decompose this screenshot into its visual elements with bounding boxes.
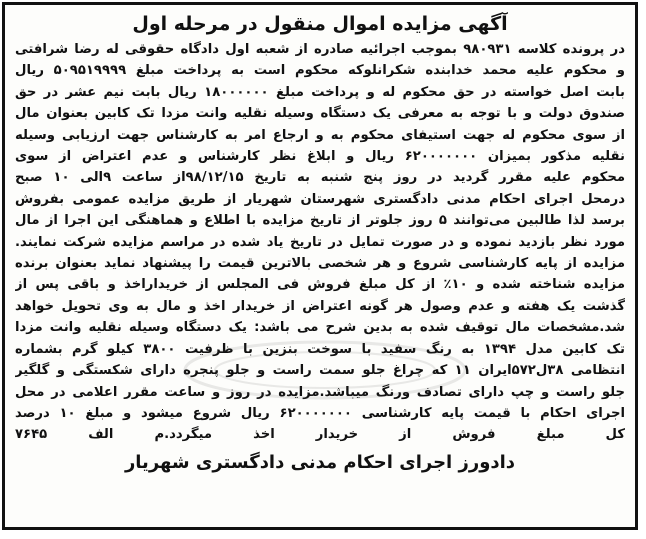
notice-line: صندوق دولت و با توجه به معرفی یک دستگاه وسیله نقلیه وانت مزدا تک کابین بعنوان مال — [15, 106, 625, 122]
notice-line: بابت اصل خواسته در حق محکوم له و پرداخت مبلغ ۱۸۰۰۰۰۰۰ ریال بابت نیم عشر در حق — [15, 84, 625, 100]
notice-line: شد.مشخصات مال توقیف شده به بدین شرح می باشد: یک دستگاه وسیله نقلیه وانت مزدا — [15, 320, 625, 336]
notice-line: مزایده از پایه کارشناسی شروع و هر شخصی بالاترین قیمت را پیشنهاد نماید بعنوان برنده — [15, 256, 625, 272]
notice-line: کل مبلغ فروش از خریدار اخذ میگردد.م الف ۷۶۴۵ — [15, 427, 625, 443]
notice-line: جلو راست و چپ دارای تصادف ورنگ میباشد.مزایده در روز و ساعت مقرر اعلامی در محل — [15, 384, 625, 400]
notice-title: آگهی مزایده اموال منقول در مرحله اول — [132, 13, 508, 35]
notice-line: نقلیه مذکور بمیزان ۶۲۰۰۰۰۰۰۰ ریال و ابلاغ نظر کارشناس و عدم اعتراض از سوی — [15, 149, 625, 165]
notice-line: برسد لذا طالبین می‌توانند ۵ روز جلوتر از تاریخ مزایده با اطلاع و هماهنگی این اجرا از مال — [15, 213, 625, 229]
notice-line: مزایده شناخته شده و ۱۰٪ از کل مبلغ فروش فی المجلس از خریداراخذ و باقی پس از — [15, 277, 625, 293]
notice-line: انتظامی ۳۸ل۵۷۲ایران ۱۱ که چراغ جلو سمت راست و جلو پنجره دارای شکستگی و گلگیر — [15, 363, 625, 379]
notice-signature: دادورز اجرای احکام مدنی دادگستری شهریار — [124, 451, 516, 473]
notice-line: در پرونده کلاسه ۹۸۰۹۳۱ بموجب اجرائیه صادره از شعبه اول دادگاه حقوقی له رضا شرافتی — [15, 42, 625, 57]
notice-line: اجرای احکام با قیمت پایه کارشناسی ۶۲۰۰۰۰۰۰۰ ریال شروع میشود و مبلغ ۱۰ درصد — [15, 405, 625, 421]
notice-line: از سوی محکوم له جهت استیفای محکوم به و ارجاع امر به کارشناس جهت ارزیابی وسیله — [15, 127, 625, 143]
notice-line: گذشت یک هفته و عدم وصول هر گونه اعتراض از خریدار اخذ و مال به وی تحویل خواهد — [15, 298, 625, 314]
notice-line: محکوم علیه مقرر گردید در روز پنج شنبه به تاریخ ۹۸/۱۲/۱۵از ساعت ۹الی ۱۰ صبح — [15, 170, 625, 186]
notice-line: و محکوم علیه محمد خدابنده شکرانلوکه محکوم است به پرداخت مبلغ ۵۰۹۵۱۹۹۹۹ ریال — [15, 63, 625, 79]
notice-line: تک کابین مدل ۱۳۹۴ به رنگ سفید با سوخت بنزین با ظرفیت ۳۸۰۰ کیلو گرم بشماره — [15, 341, 625, 357]
notice-line: درمحل اجرای احکام مدنی دادگستری شهرستان شهریار از طریق مزایده عمومی بفروش — [15, 191, 625, 207]
notice-body — [15, 39, 625, 446]
notice-line: مورد نظر بازدید نموده و در صورت تمایل در تاریخ یاد شده در مراسم مزایده شرکت نمایند. — [15, 234, 625, 250]
auction-notice — [2, 2, 638, 530]
